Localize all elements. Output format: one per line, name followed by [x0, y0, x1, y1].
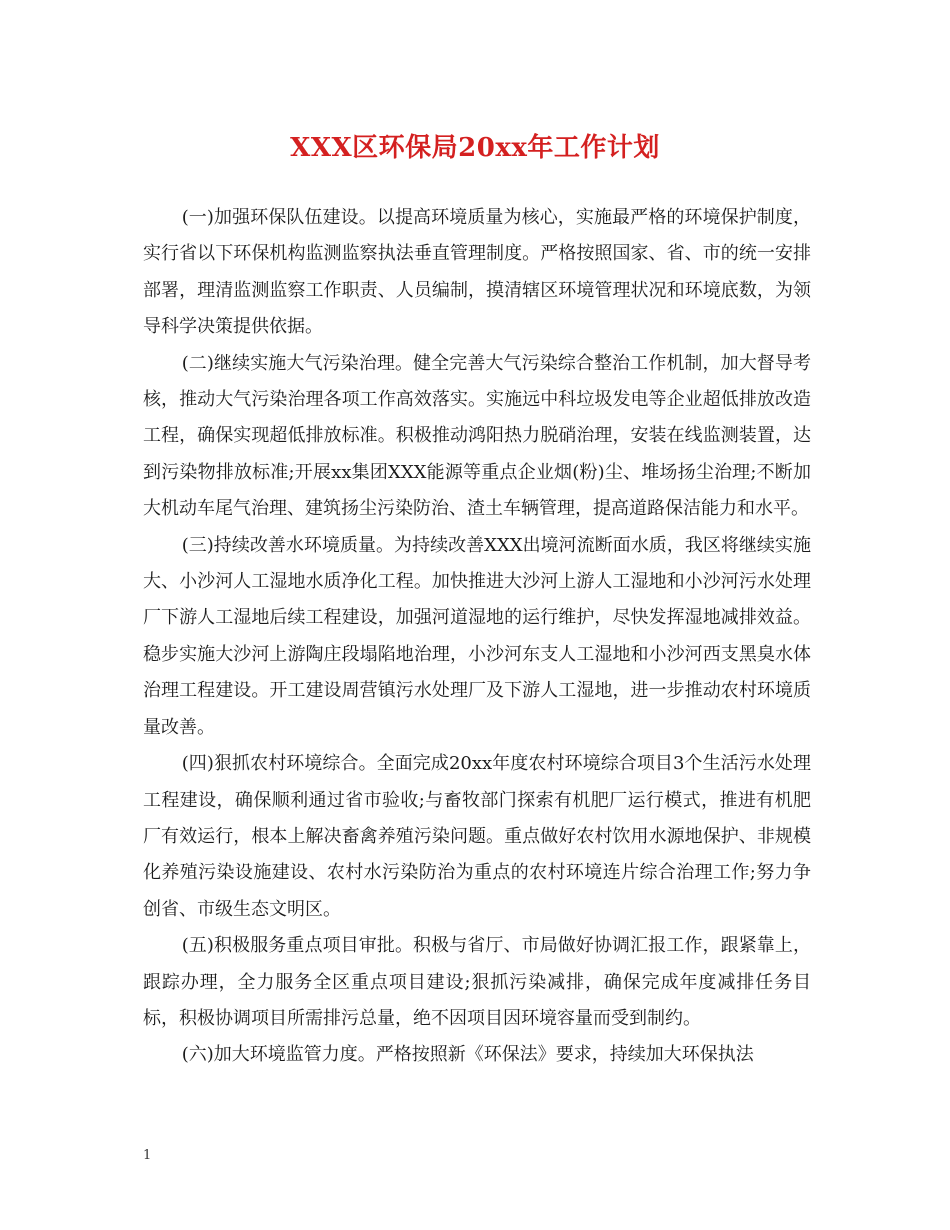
- page-number: 1: [143, 1148, 152, 1163]
- paragraph-3: (三)持续改善水环境质量。为持续改善XXX出境河流断面水质，我区将继续实施大、小沙河人工湿地水质净化工程。加快推进大沙河上游人工湿地和小沙河污水处理厂下游人工湿地后续工程建设，加强河道湿地的运行维护，尽快发挥湿地减排效益。稳步实施大沙河上游陶庄段塌陷地治理，小沙河东支人工湿地和小沙河西支黑臭水体治理工程建设。开工建设周营镇污水处理厂及下游人工湿地，进一步推动农村环境质量改善。: [143, 534, 811, 738]
- document-title: XXX区环保局20xx年工作计划: [290, 133, 660, 163]
- document-body: [143, 200, 811, 1074]
- paragraph-1: (一)加强环保队伍建设。以提高环境质量为核心，实施最严格的环境保护制度，实行省以下环保机构监测监察执法垂直管理制度。严格按照国家、省、市的统一安排部署，理清监测监察工作职责、人员编制，摸清辖区环境管理状况和环境底数，为领导科学决策提供依据。: [143, 207, 811, 338]
- paragraph-6: (六)加大环境监管力度。严格按照新《环保法》要求，持续加大环保执法: [181, 1044, 754, 1066]
- paragraph-5: (五)积极服务重点项目审批。积极与省厅、市局做好协调汇报工作，跟紧靠上，跟踪办理，全力服务全区重点项目建设;狠抓污染减排，确保完成年度减排任务目标，积极协调项目所需排污总量，绝不因项目因环境容量而受到制约。: [143, 935, 811, 1029]
- paragraph-2: (二)继续实施大气污染治理。健全完善大气污染综合整治工作机制，加大督导考核，推动大气污染治理各项工作高效落实。实施远中科垃圾发电等企业超低排放改造工程，确保实现超低排放标准。积极推动鸿阳热力脱硝治理，安装在线监测装置，达到污染物排放标准;开展xx集团XXX能源等重点企业烟(粉)尘、堆场扬尘治理;不断加大机动车尾气治理、建筑扬尘污染防治、渣土车辆管理，提高道路保洁能力和水平。: [143, 352, 811, 520]
- paragraph-4: (四)狠抓农村环境综合。全面完成20xx年度农村环境综合项目3个生活污水处理工程建设，确保顺利通过省市验收;与畜牧部门探索有机肥厂运行模式，推进有机肥厂有效运行，根本上解决畜禽养殖污染问题。重点做好农村饮用水源地保护、非规模化养殖污染设施建设、农村水污染防治为重点的农村环境连片综合治理工作;努力争创省、市级生态文明区。: [143, 753, 811, 920]
